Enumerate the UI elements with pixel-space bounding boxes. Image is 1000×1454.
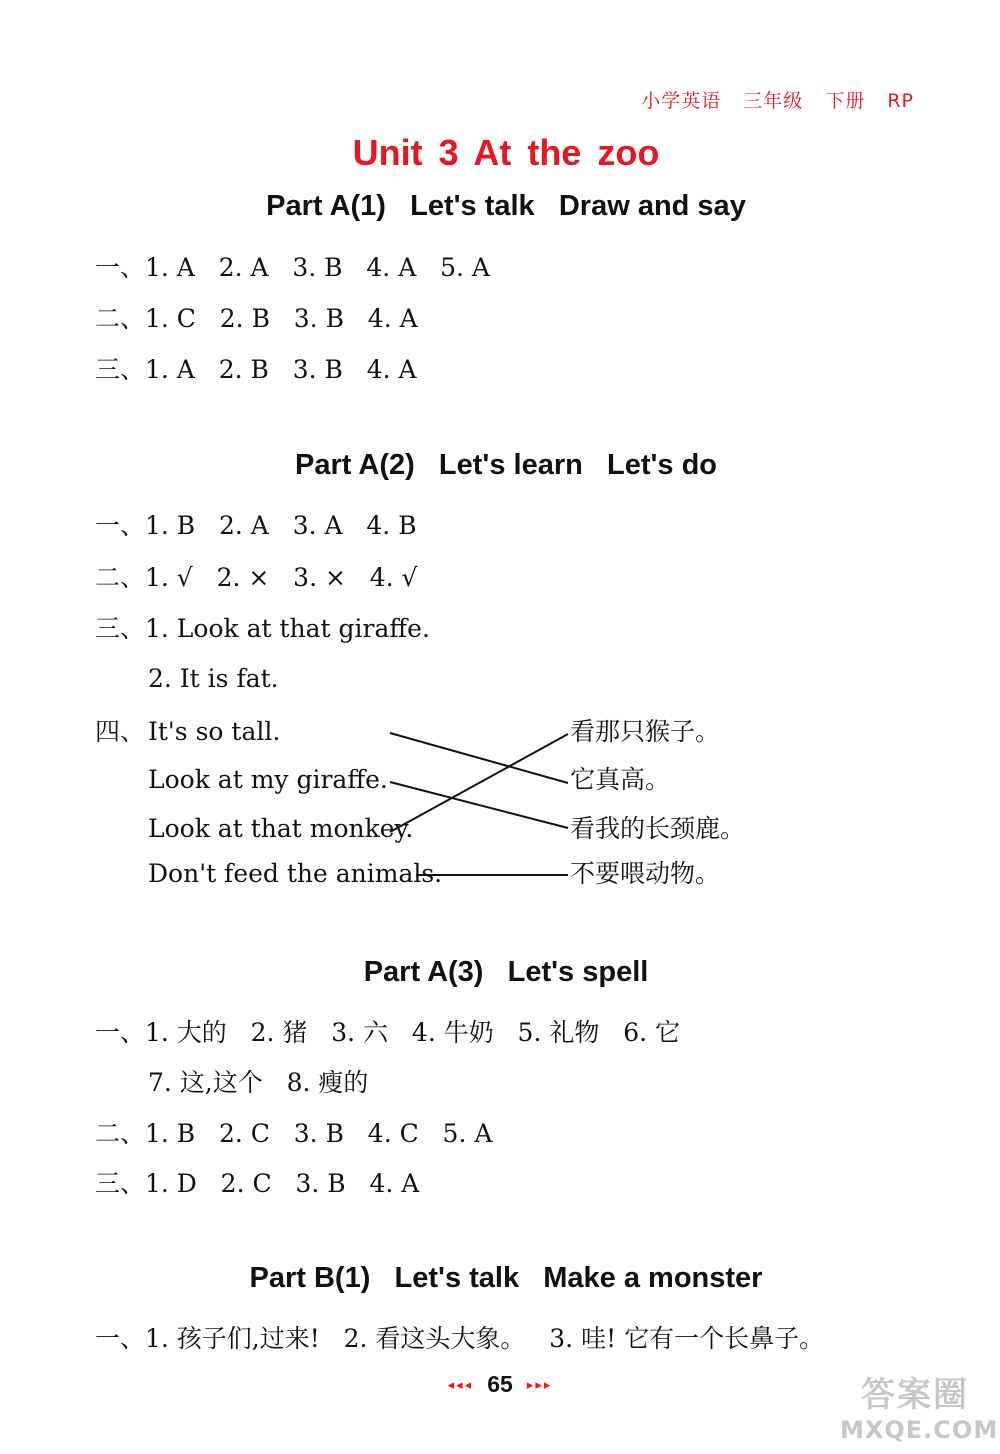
section-title: Part A(1) Let's talk Draw and say xyxy=(266,190,746,222)
matching-line xyxy=(390,733,568,783)
answer-line: 三、1. Look at that giraffe. xyxy=(95,614,430,643)
section-title: Part B(1) Let's talk Make a monster xyxy=(249,1262,763,1294)
matching-english-item: Don't feed the animals. xyxy=(148,859,443,888)
answer-line: 二、1. √ 2. × 3. × 4. √ xyxy=(95,563,418,592)
next-arrows-icon: ▸▸▸ xyxy=(526,1376,553,1392)
answer-line: 一、1. 大的 2. 猪 3. 六 4. 牛奶 5. 礼物 6. 它 xyxy=(95,1018,680,1047)
matching-line xyxy=(390,734,568,832)
matching-chinese-item: 它真高。 xyxy=(570,765,671,794)
matching-chinese-item: 不要喂动物。 xyxy=(570,859,721,888)
answer-line: 一、1. 孩子们,过来! 2. 看这头大象。 3. 哇! 它有一个长鼻子。 xyxy=(95,1324,825,1353)
matching-label: 四、 xyxy=(95,717,146,746)
watermark-logo-text: 答案圈 xyxy=(861,1375,969,1415)
matching-chinese-item: 看我的长颈鹿。 xyxy=(570,814,746,843)
answer-line: 2. It is fat. xyxy=(148,664,279,693)
section-title: Part A(3) Let's spell xyxy=(363,956,649,988)
header-edition: RP xyxy=(887,90,914,112)
matching-english-item: Look at that monkey. xyxy=(148,814,414,843)
prev-arrows-icon: ◂◂◂ xyxy=(447,1376,474,1392)
watermark-logo xyxy=(840,1367,999,1444)
matching-chinese-item: 看那只猴子。 xyxy=(570,717,721,746)
answer-line: 三、1. A 2. B 3. B 4. A xyxy=(95,355,417,384)
header-volume: 下册 xyxy=(825,90,866,112)
answer-line: 二、1. C 2. B 3. B 4. A xyxy=(95,304,418,333)
answer-line: 一、1. A 2. A 3. B 4. A 5. A xyxy=(95,253,490,282)
matching-english-item: Look at my giraffe. xyxy=(148,765,388,794)
answer-line: 三、1. D 2. C 3. B 4. A xyxy=(95,1169,420,1198)
page-number: 65 xyxy=(487,1371,513,1398)
answer-line: 7. 这,这个 8. 瘦的 xyxy=(148,1068,369,1097)
answer-line: 一、1. B 2. A 3. A 4. B xyxy=(95,511,417,540)
section-title: Part A(2) Let's learn Let's do xyxy=(294,449,718,481)
header-grade: 三年级 xyxy=(743,90,804,112)
watermark-site: MXQE.COM xyxy=(840,1416,999,1444)
header-subject: 小学英语 xyxy=(641,90,722,112)
matching-line xyxy=(390,782,568,828)
unit-title: Unit 3 At the zoo xyxy=(352,132,660,173)
matching-english-item: It's so tall. xyxy=(148,717,281,746)
answer-line: 二、1. B 2. C 3. B 4. C 5. A xyxy=(95,1119,493,1148)
